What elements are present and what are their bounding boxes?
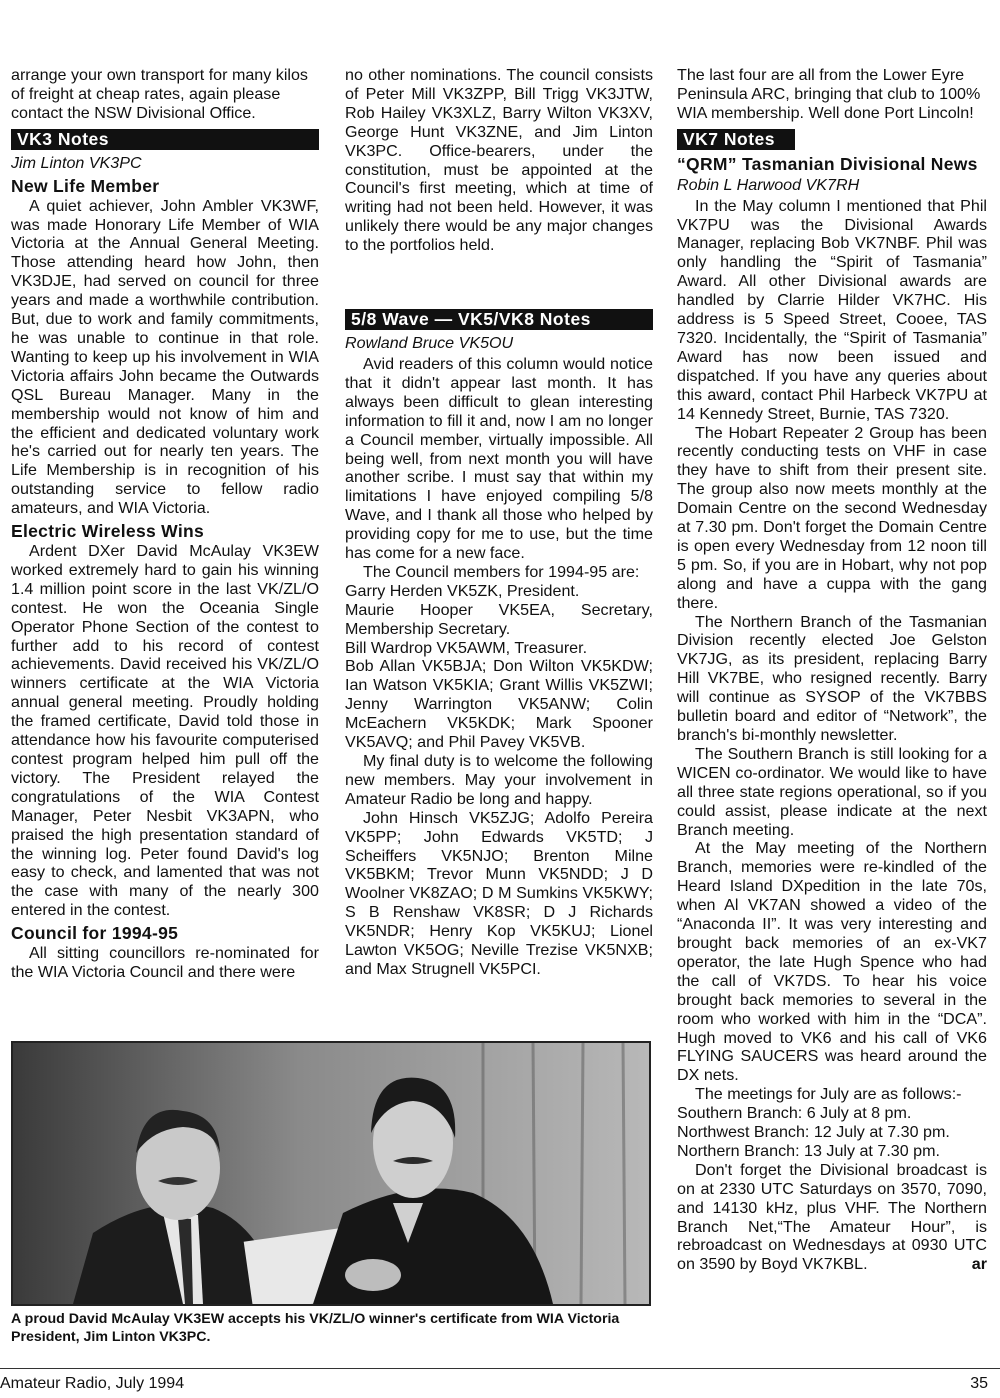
council-member-2: Maurie Hooper VK5EA, Secretary, Membership Secretary. bbox=[345, 600, 653, 638]
vk7-para-2: The Hobart Repeater 2 Group has been recently conducting tests on VHF in case they have to shift from their present site. The group also now meets monthly at the Domain Centre on the second Wednesday at 7.30 pm. Don't forget the Domain Centre is open every Wednesday from 12 noon till 5 pm. So, if you are in Hobart, why not pop along and have a cuppa with the gang there. bbox=[677, 423, 987, 612]
end-mark: ar bbox=[971, 1255, 987, 1274]
award-photo-image bbox=[13, 1043, 649, 1304]
vk7-para-6: The meetings for July are as follows:- bbox=[695, 1085, 962, 1104]
vk7-para-5: At the May meeting of the Northern Branch, memories were re-kindled of the Heard Island DXpedition in the late 70s, when Al VK7AN showed a video of the “Anaconda II”. It was very interesting and brought back memories of an ex-VK7 operator, the late Hugh Spence who had the call of VK7DS. To hear his voice brought back memories to several in the room who worked with him in the “DCA”. Hugh moved to VK6 and his call of VK6 FLYING SAUCERS was heard around the DX nets. bbox=[677, 839, 987, 1085]
column-2 bbox=[345, 66, 653, 979]
vk5-notes-banner: 5/8 Wave — VK5/VK8 Notes bbox=[345, 309, 653, 330]
council-member-list: Bob Allan VK5BJA; Don Wilton VK5KDW; Ian Watson VK5KIA; Grant Willis VK5ZWI; Jenny Warrington VK5ANW; Colin McEachern VK5KDK; Mark Spooner VK5AVQ; and Phil Pavey VK5VB. bbox=[345, 657, 653, 752]
vk7-para-4: The Southern Branch is still looking for a WICEN co-ordinator. We would like to have all three state regions operational, so if you could assist, please indicate at the next Branch meeting. bbox=[677, 744, 987, 839]
meeting-northern: Northern Branch: 13 July at 7.30 pm. bbox=[677, 1141, 941, 1160]
col3-intro: The last four are all from the Lower Eyre Peninsula ARC, bringing that club to 100% WIA membership. Well done Port Lincoln! bbox=[677, 66, 981, 122]
vk3-byline: Jim Linton VK3PC bbox=[11, 153, 142, 172]
photo-caption: A proud David McAulay VK3EW accepts his VK/ZL/O winner's certificate from WIA Victoria President, Jim Linton VK3PC. bbox=[11, 1311, 620, 1345]
column-3 bbox=[677, 66, 987, 1274]
vk5-byline: Rowland Bruce VK5OU bbox=[345, 334, 514, 353]
vk7-para-7 bbox=[677, 1161, 987, 1274]
publication-footer: Amateur Radio, July 1994 bbox=[0, 1375, 185, 1392]
new-life-member-text: A quiet achiever, John Ambler VK3WF, was made Honorary Life Member of WIA Victoria at the Annual General Meeting. Those attending heard how John, then VK3DJE, had served on council for three years and made a worthwhile contribution. But, due to work and family commitments, he was unable to continue in that role. Wanting to keep up his involvement in WIA Victoria affairs John became the Outwards QSL Bureau Manager. Many in the membership would not know of him and the efficient and dedicated voluntary work he's carried out for nearly ten years. The Life Membership is in recognition of his outstanding service to fellow radio amateurs, and WIA Victoria. bbox=[11, 196, 319, 518]
col2-continuation: no other nominations. The council consists of Peter Mill VK3ZPP, Bill Trigg VK3JTW, Rob Hailey VK3XLZ, Barry Wilton VK3XV, George Hunt VK3ZNE, and Jim Linton VK3PC. Office-bearers, under the constitution, must be appointed at the Council's first meeting, which at time of writing had not been held. However, it was unlikely there would be any major changes to the portfolios held. bbox=[345, 66, 653, 255]
vk7-para-1: In the May column I mentioned that Phil VK7PU was the Divisional Awards Manager, replacing Bob VK7NBF. Phil was only handling the “Spirit of Tasmania” Award. All other Divisional awards are handled by Clarrie Hilder VK7HC. His address is 5 Speed Street, Cooee, TAS 7320. Incidentally, the “Spirit of Tasmania” Award has now been issued and dispatched. If you have any queries about this award, contact Phil Harbeck VK7PU at 14 Kennedy Street, Burnie, TAS 7320. bbox=[677, 196, 987, 423]
council-member-1: Garry Herden VK5ZK, President. bbox=[345, 581, 580, 600]
vk5-para-2: The Council members for 1994-95 are: bbox=[363, 562, 640, 581]
electric-wireless-text: Ardent DXer David McAulay VK3EW worked extremely hard to gain his winning 1.4 million point score in the last VK/ZL/O contest. He won the Oceania Single Operator Phone Section of the contest to further add to his record of contest achievements. David received his VK/ZL/O winners certificate at the WIA Victoria annual general meeting. Proudly holding the framed certificate, David told those in attendance how his favourite computerised contest program helped him pull off the victory. The President relayed the congratulations of the WIA Contest Manager, Peter Nesbit VK3APN, who praised the high presentation standard of the winning log. Peter found David's log easy to check, and lamented that was not the case with many of the nearly 300 entered in the contest. bbox=[11, 542, 319, 920]
footer-rule bbox=[0, 1368, 1000, 1369]
electric-wireless-heading: Electric Wireless Wins bbox=[11, 521, 205, 542]
award-photo bbox=[11, 1041, 651, 1306]
new-life-member-heading: New Life Member bbox=[11, 175, 160, 196]
meeting-northwest: Northwest Branch: 12 July at 7.30 pm. bbox=[677, 1123, 950, 1142]
vk5-para-1: Avid readers of this column would notice that it didn't appear last month. It has always been difficult to glean interesting information to fill it and, now I am no longer a Council member, virtually impossible. All being well, from next month you will have another scribe. I must say that within my limitations I have enjoyed compiling 5/8 Wave, and I thank all those who helped by providing copy for me to use, but the time has come for a new face. bbox=[345, 354, 653, 563]
page-number: 35 bbox=[970, 1375, 988, 1392]
meeting-southern: Southern Branch: 6 July at 8 pm. bbox=[677, 1104, 912, 1123]
vk5-para-3: My final duty is to welcome the following new members. May your involvement in Amateur Radio be long and happy. bbox=[345, 752, 653, 808]
council-text: All sitting councillors re-nominated for the WIA Victoria Council and there were bbox=[11, 944, 319, 982]
col1-intro: arrange your own transport for many kilos of freight at cheap rates, again please contact the NSW Divisional Office. bbox=[11, 66, 308, 122]
council-member-3: Bill Wardrop VK5AWM, Treasurer. bbox=[345, 638, 588, 657]
new-members-list: John Hinsch VK5ZJG; Adolfo Pereira VK5PP; John Edwards VK5TD; J Scheiffers VK5NJO; Brenton Milne VK5BKM; Trevor Munn VK5NDD; J D Woolner VK8ZAO; D M Sumkins VK5KWY; S B Renshaw VK8SR; D J Richards VK5NDR; Henry Kop VK5KUJ; Lionel Lawton VK5OG; Neville Trezise VK5NXB; and Max Strugnell VK5PCI. bbox=[345, 808, 653, 978]
column-1 bbox=[11, 66, 319, 982]
vk7-para-7-text: Don't forget the Divisional broadcast is on at 2330 UTC Saturdays on 3570, 7090, and 14130 kHz, plus VHF. The Northern Branch Net,“The Amateur Hour”, is rebroadcast on Wednesdays at 0930 UTC on 3590 by Boyd VK7KBL. bbox=[677, 1160, 987, 1274]
vk7-para-3: The Northern Branch of the Tasmanian Division recently elected Joe Gelston VK7JG, as its president, replacing Barry Hill VK7BE, who resigned recently. Barry will continue as SYSOP of the VK7BBS bulletin board and editor of “Network”, the branch's bi-monthly newsletter. bbox=[677, 612, 987, 744]
qrm-heading: “QRM” Tasmanian Divisional News bbox=[677, 153, 978, 174]
vk7-notes-banner: VK7 Notes bbox=[677, 129, 795, 150]
vk7-byline: Robin L Harwood VK7RH bbox=[677, 175, 860, 194]
council-heading: Council for 1994-95 bbox=[11, 923, 179, 944]
vk3-notes-banner: VK3 Notes bbox=[11, 129, 319, 150]
